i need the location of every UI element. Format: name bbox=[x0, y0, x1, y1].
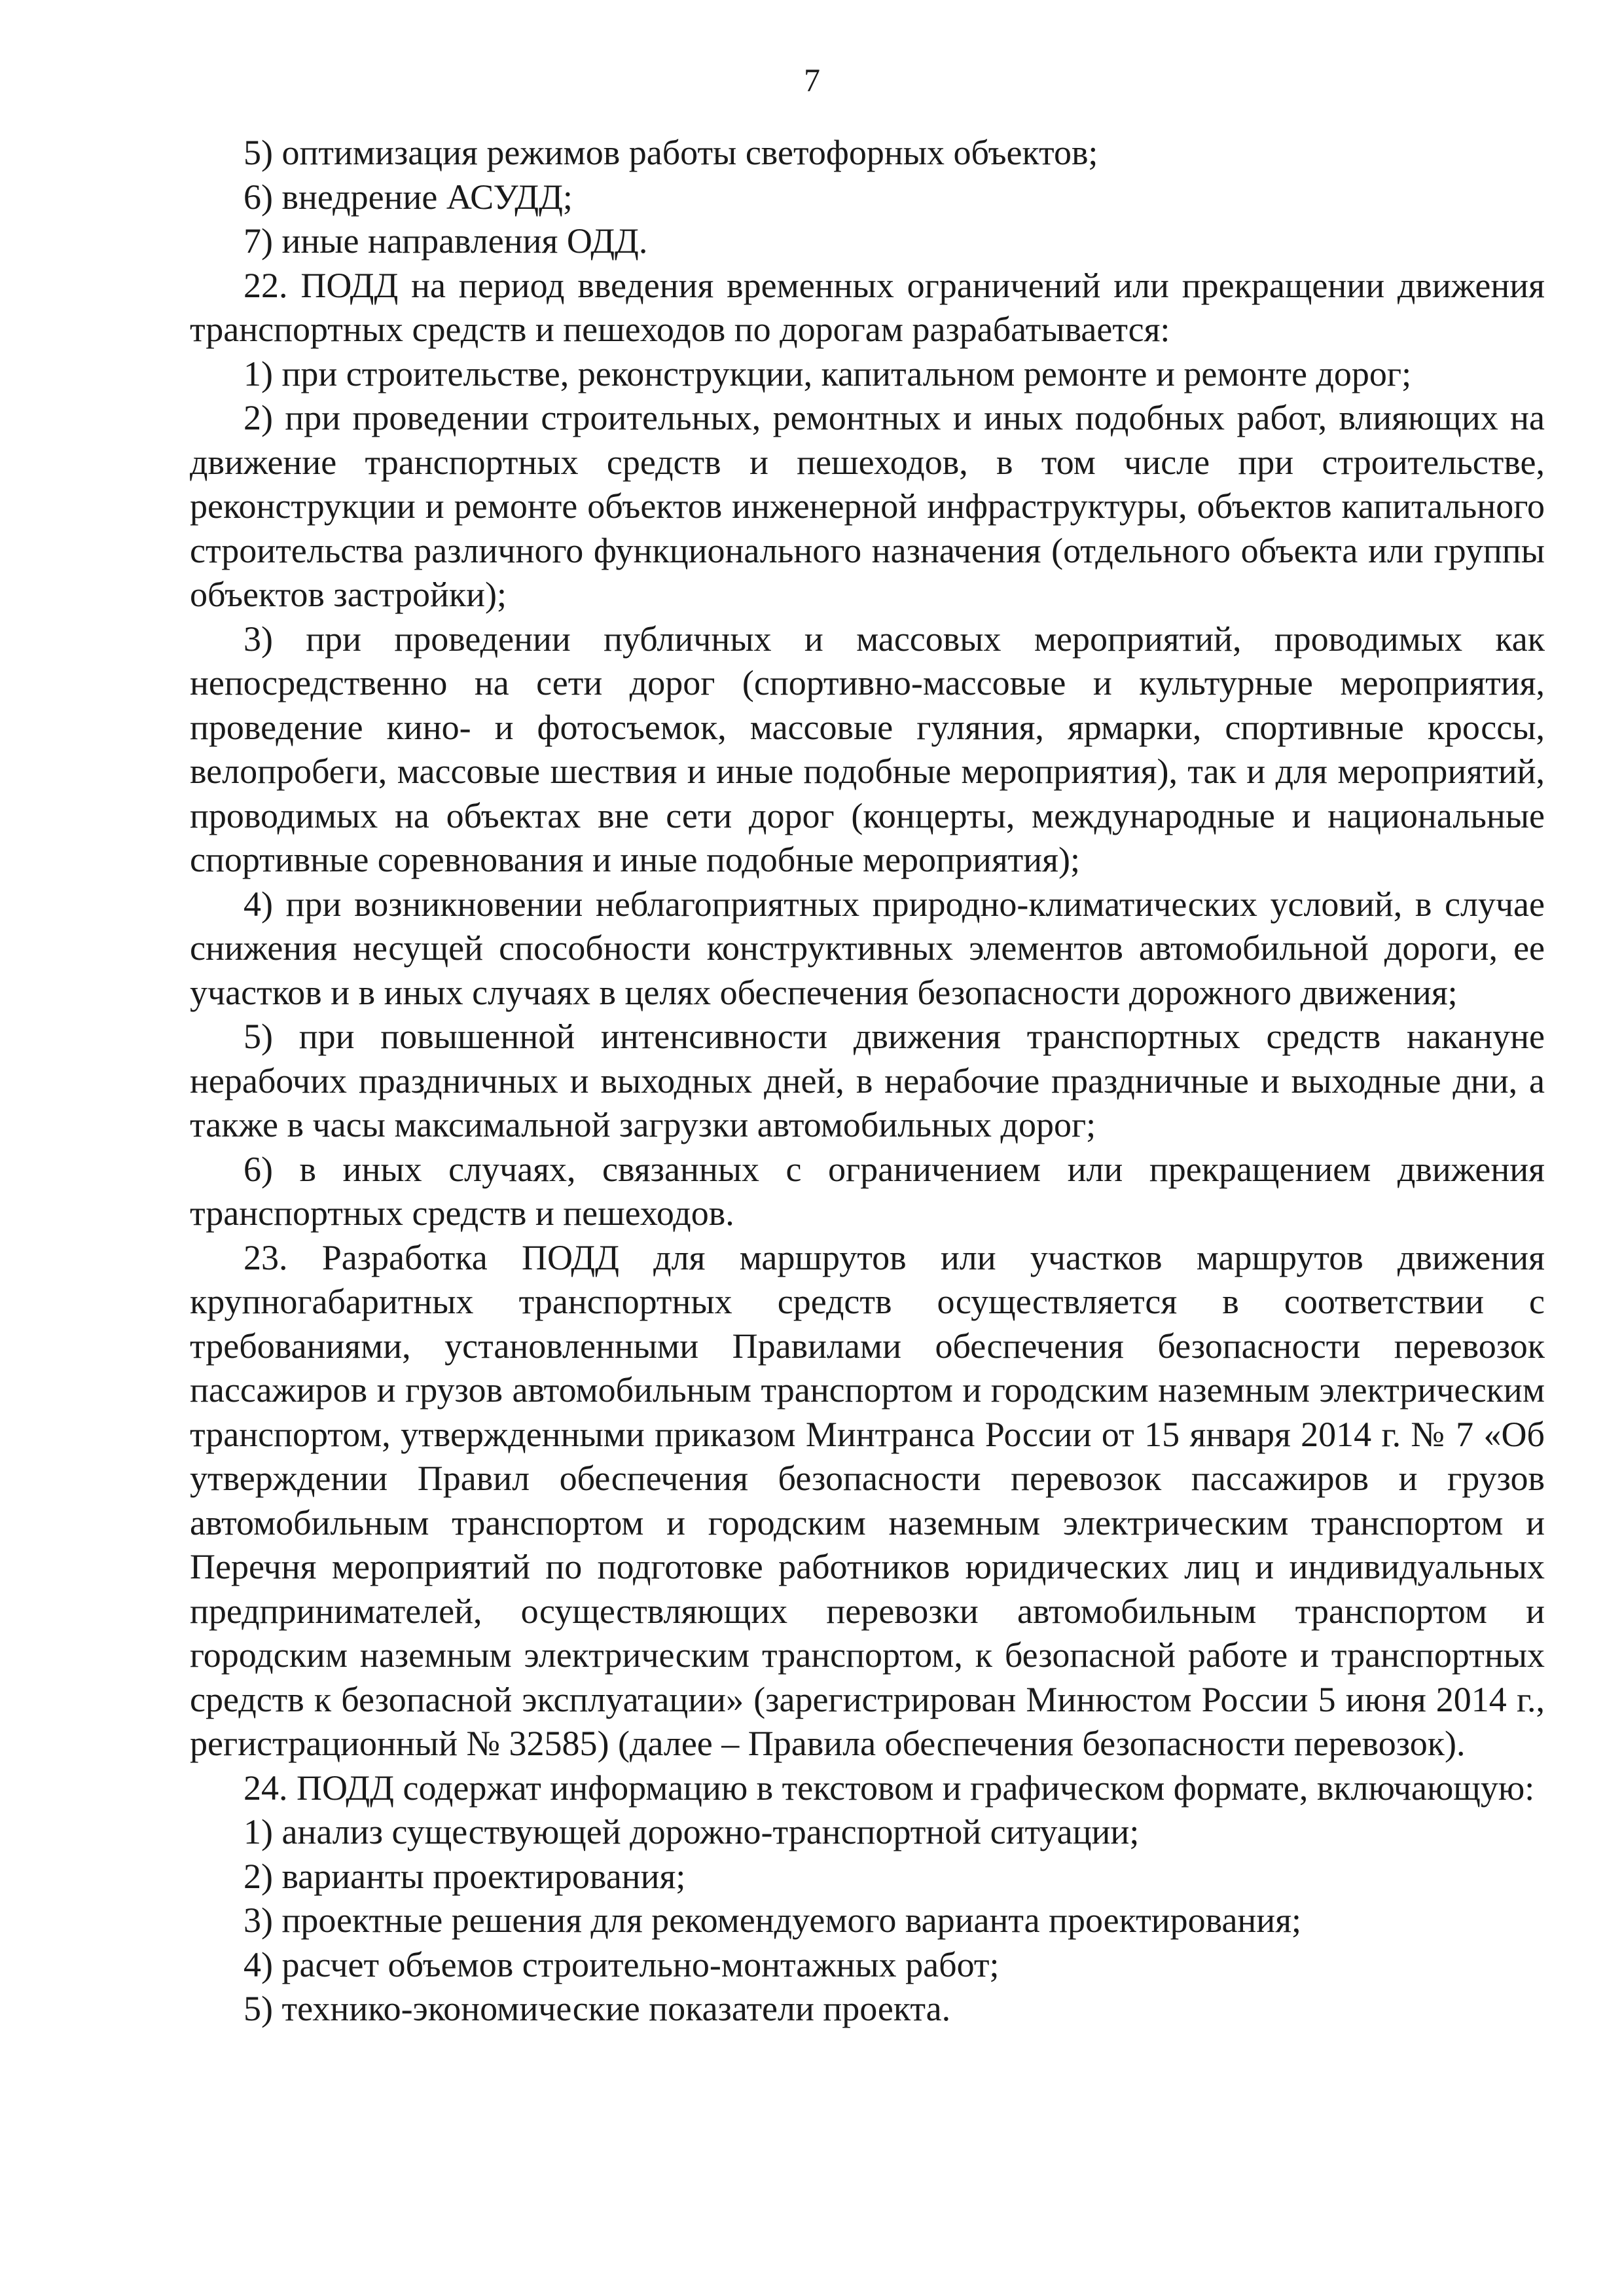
clause-23: 23. Разработка ПОДД для маршрутов или участков маршрутов движения крупногабаритных транспортных средств осуществляется в соответствии с требованиями, установленными Правилами обеспечения безопасности перевозок пассажиров и грузов автомобильным транспортом и городским наземным электрическим транспортом, утвержденными приказом Минтранса России от 15 января 2014 г. № 7 «Об утверждении Правил обеспечения безопасности перевозок пассажиров и грузов автомобильным транспортом и городским наземным электрическим транспортом и Перечня мероприятий по подготовке работников юридических лиц и индивидуальных предпринимателей, осуществляющих перевозки автомобильным транспортом и городским наземным электрическим транспортом, к безопасной работе и транспортных средств к безопасной эксплуатации» (зарегистрирован Минюстом России 5 июня 2014 г., регистрационный № 32585) (далее – Правила обеспечения безопасности перевозок). bbox=[190, 1237, 1545, 1763]
clause-24-item-5: 5) технико-экономические показатели проекта. bbox=[244, 1989, 951, 2028]
document-body bbox=[190, 131, 1545, 2031]
list-item-5-optimization: 5) оптимизация режимов работы светофорных объектов; bbox=[244, 133, 1098, 172]
clause-22-item-2: 2) при проведении строительных, ремонтных и иных подобных работ, влияющих на движение транспортных средств и пешеходов, в том числе при строительстве, реконструкции и ремонте объектов инженерной инфраструктуры, объектов капитального строительства различного функционального назначения (отдельного объекта или группы объектов застройки); bbox=[190, 398, 1545, 614]
list-item-6-asudd: 6) внедрение АСУДД; bbox=[244, 177, 573, 217]
clause-24-item-4: 4) расчет объемов строительно-монтажных работ; bbox=[244, 1944, 1000, 1984]
clause-24-item-2: 2) варианты проектирования; bbox=[244, 1856, 686, 1896]
clause-22-item-1: 1) при строительстве, реконструкции, капитальном ремонте и ремонте дорог; bbox=[244, 354, 1412, 393]
clause-22-item-3: 3) при проведении публичных и массовых мероприятий, проводимых как непосредственно на сети дорог (спортивно-массовые и культурные мероприятия, проведение кино- и фотосъемок, массовые гуляния, ярмарки, спортивные кроссы, велопробеги, массовые шествия и иные подобные мероприятия), так и для мероприятий, проводимых на объектах вне сети дорог (концерты, международные и национальные спортивные соревнования и иные подобные мероприятия); bbox=[190, 619, 1545, 879]
clause-24-item-3: 3) проектные решения для рекомендуемого варианта проектирования; bbox=[244, 1901, 1302, 1940]
page-number: 7 bbox=[804, 62, 820, 98]
clause-24-item-1: 1) анализ существующей дорожно-транспортной ситуации; bbox=[244, 1812, 1140, 1851]
clause-22-item-4: 4) при возникновении неблагоприятных природно-климатических условий, в случае снижения несущей способности конструктивных элементов автомобильной дороги, ее участков и в иных случаях в целях обеспечения безопасности дорожного движения; bbox=[190, 884, 1545, 1012]
clause-22-item-5: 5) при повышенной интенсивности движения транспортных средств накануне нерабочих праздничных и выходных дней, в нерабочие праздничные и выходные дни, а также в часы максимальной загрузки автомобильных дорог; bbox=[190, 1017, 1545, 1144]
clause-24: 24. ПОДД содержат информацию в текстовом и графическом формате, включающую: bbox=[244, 1768, 1535, 1808]
list-item-7-other: 7) иные направления ОДД. bbox=[244, 221, 648, 261]
clause-22: 22. ПОДД на период введения временных ограничений или прекращении движения транспортных средств и пешеходов по дорогам разрабатывается: bbox=[190, 265, 1545, 349]
clause-22-item-6: 6) в иных случаях, связанных с ограничением или прекращением движения транспортных средств и пешеходов. bbox=[190, 1149, 1545, 1233]
